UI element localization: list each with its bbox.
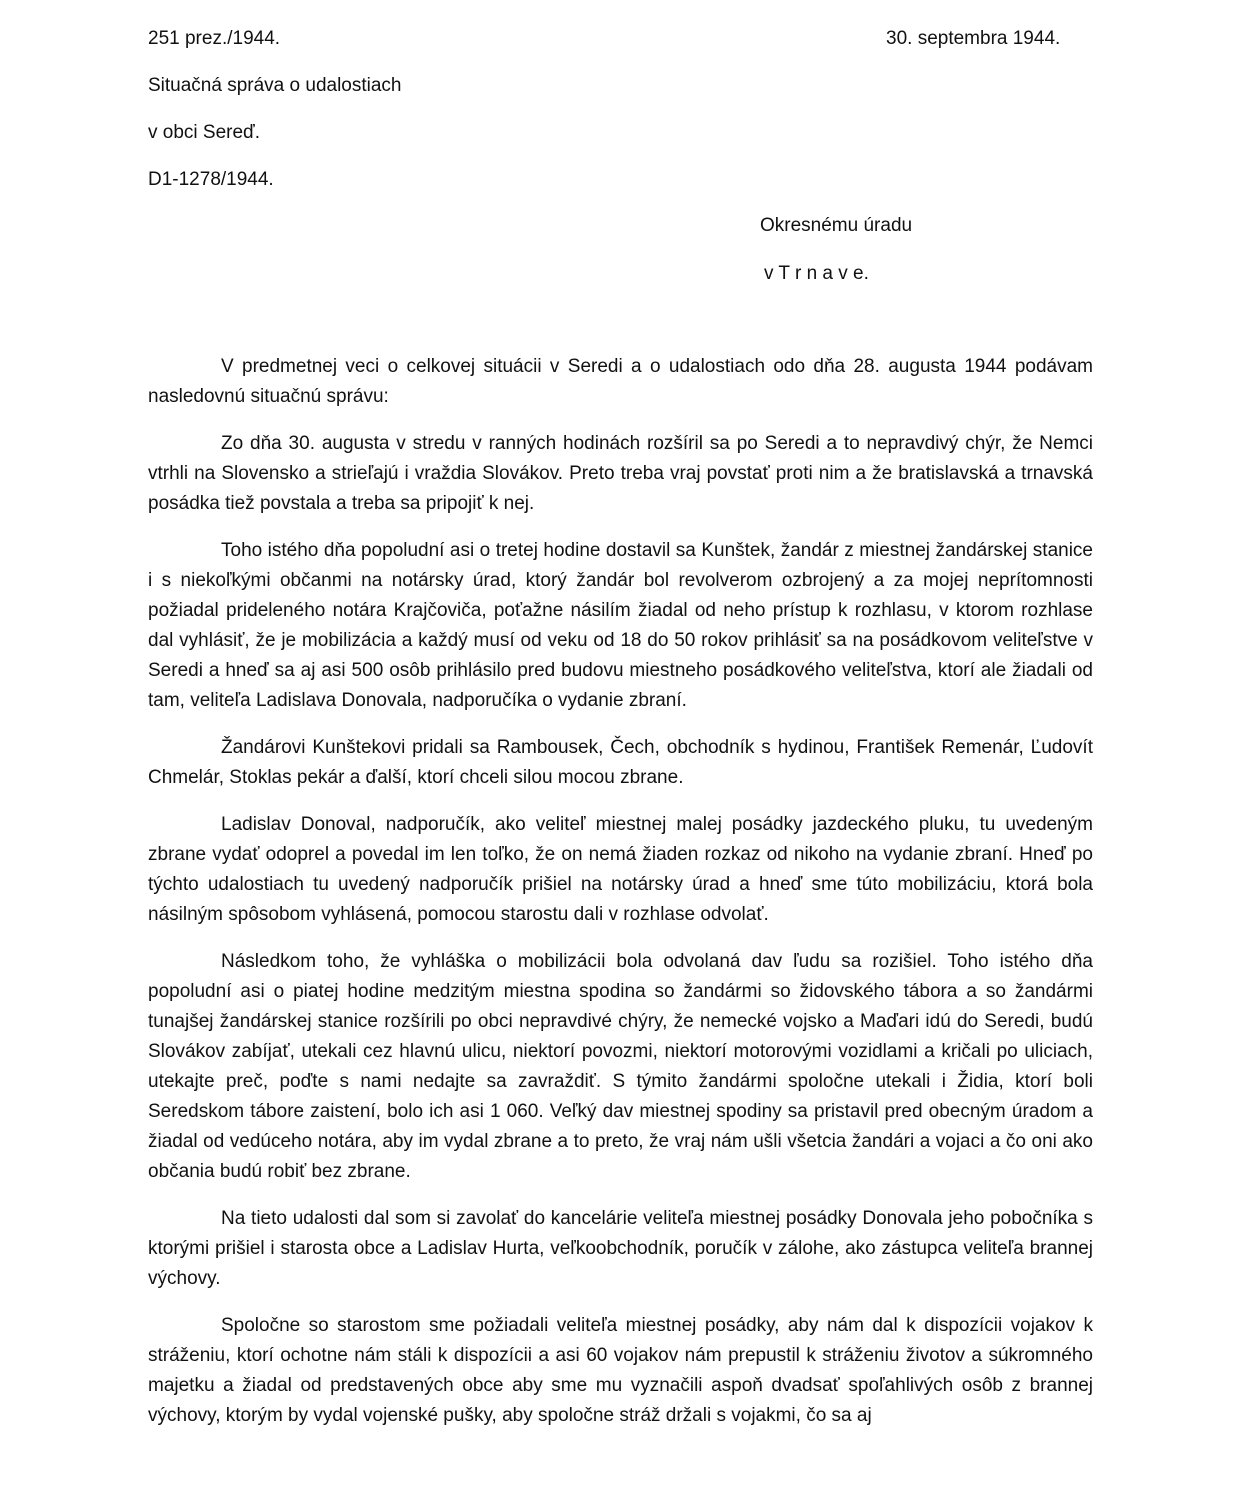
subject-line-1: Situačná správa o udalostiach: [148, 75, 402, 96]
addressee-line-2: v T r n a v e.: [764, 263, 869, 284]
paragraph: Toho istého dňa popoludní asi o tretej hodine dostavil sa Kunštek, žandár z miestnej žandárskej stanice i s niekoľkými občanmi na notársky úrad, ktorý žandár bol revolverom ozbrojený a za mojej neprítomnosti požiadal prideleného notára Krajčoviča, poťažne násilím žiadal od neho prístup k rozhlasu, v ktorom rozhlase dal vyhlásiť, že je mobilizácia a každý musí od veku od 18 do 50 rokov prihlásiť sa na posádkovom veliteľstve v Seredi a hneď sa aj asi 500 osôb prihlásilo pred budovu miestneho posádkového veliteľstva, ktorí ale žiadali od tam, veliteľa Ladislava Donovala, nadporučíka o vydanie zbraní.: [148, 540, 1093, 711]
addressee-line-1: Okresnému úradu: [760, 215, 913, 236]
reference-number: 251 prez./1944.: [148, 28, 281, 49]
paragraph: Následkom toho, že vyhláška o mobilizácii bola odvolaná dav ľudu sa rozišiel. Toho istého dňa popoludní asi o piatej hodine medzitým miestna spodina so žandármi so židovského tábora a so žandármi tunajšej žandárskej stanice rozšírili po obci nepravdivé chýry, že nemecké vojsko a Maďari idú do Seredi, budú Slovákov zabíjať, utekali cez hlavnú ulicu, niektorí povozmi, niektorí motorovými vozidlami a kričali po uliciach, utekajte preč, poďte s nami nedajte sa zavraždiť. S týmito žandármi spoločne utekali i Židia, ktorí boli Seredskom tábore zaistení, bolo ich asi 1 060. Veľký dav miestnej spodiny sa pristavil pred obecným úradom a žiadal od vedúceho notára, aby im vydal zbrane a to preto, že vraj nám ušli všetcia žandári a vojaci a čo oni ako občania budú robiť bez zbrane.: [148, 951, 1093, 1182]
paragraph: Na tieto udalosti dal som si zavolať do kancelárie veliteľa miestnej posádky Donovala jeho pobočníka s ktorými prišiel i starosta obce a Ladislav Hurta, veľkoobchodník, poručík v zálohe, ako zástupca veliteľa brannej výchovy.: [148, 1208, 1093, 1289]
paragraph: Ladislav Donoval, nadporučík, ako veliteľ miestnej malej posádky jazdeckého pluku, tu uvedeným zbrane vydať odoprel a povedal im len toľko, že on nemá žiaden rozkaz od nikoho na vydanie zbraní. Hneď po týchto udalostiach tu uvedený nadporučík prišiel na notársky úrad a hneď sme túto mobilizáciu, ktorá bola násilným spôsobom vyhlásená, pomocou starostu dali v rozhlase odvolať.: [148, 814, 1093, 925]
paragraph: Spoločne so starostom sme požiadali veliteľa miestnej posádky, aby nám dal k dispozícii vojakov k stráženiu, ktorí ochotne nám stáli k dispozícii a asi 60 vojakov nám prepustil k stráženiu životov a súkromného majetku a žiadal od predstavených obce aby sme mu vyznačili aspoň dvadsať spoľahlivých osôb z brannej výchovy, ktorým by vydal vojenské pušky, aby spoločne stráž držali s vojakmi, čo sa aj: [148, 1315, 1093, 1426]
paragraph: Žandárovi Kunštekovi pridali sa Rambousek, Čech, obchodník s hydinou, František Remenár, Ľudovít Chmelár, Stoklas pekár a ďalší, ktorí chceli silou mocou zbrane.: [148, 737, 1093, 788]
file-number: D1-1278/1944.: [148, 169, 274, 190]
paragraph: Zo dňa 30. augusta v stredu v ranných hodinách rozšíril sa po Seredi a to nepravdivý chýr, že Nemci vtrhli na Slovensko a strieľajú i vraždia Slovákov. Preto treba vraj povstať proti nim a že bratislavská a trnavská posádka tiež povstala a treba sa pripojiť k nej.: [148, 433, 1093, 514]
subject-line-2: v obci Sereď.: [148, 122, 261, 143]
paragraph: V predmetnej veci o celkovej situácii v Seredi a o udalostiach odo dňa 28. augusta 1944 podávam nasledovnú situačnú správu:: [148, 356, 1093, 407]
document-date: 30. septembra 1944.: [886, 28, 1061, 49]
report-body: [148, 352, 1093, 1448]
